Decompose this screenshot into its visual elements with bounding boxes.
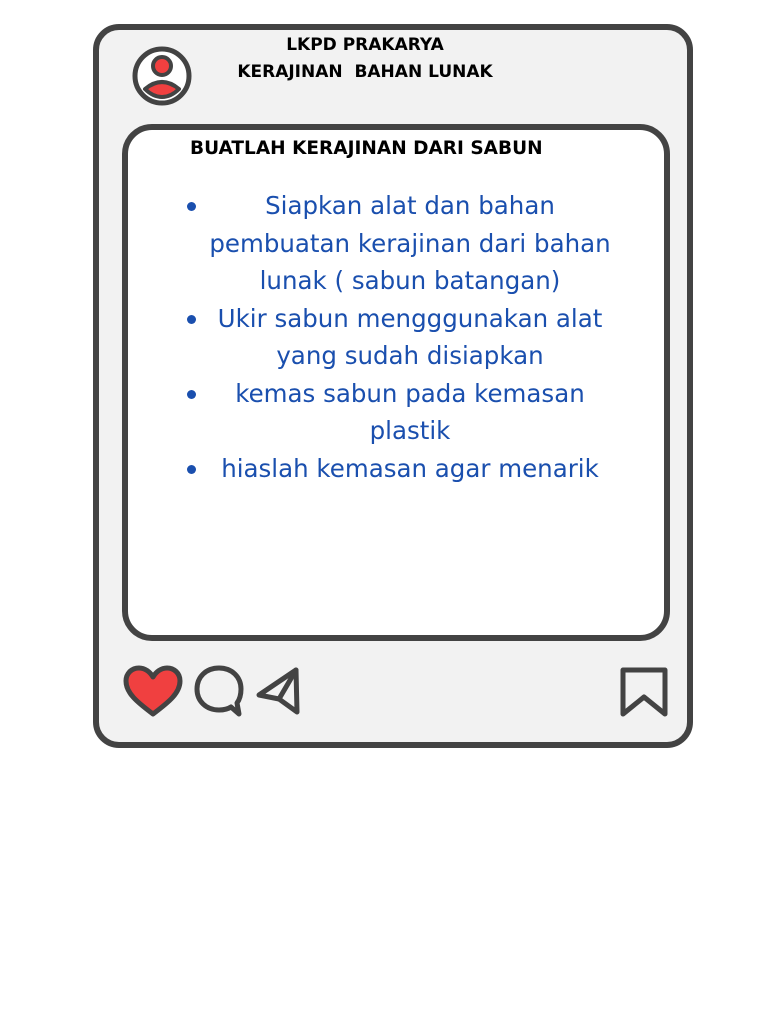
step-text: kemas sabun pada kemasan plastik (235, 378, 585, 445)
step-list (185, 187, 625, 487)
list-item (185, 187, 615, 300)
bullet-icon (187, 465, 196, 474)
bookmark-icon[interactable] (616, 664, 672, 720)
bullet-icon (187, 390, 196, 399)
step-text: Siapkan alat dan bahan pembuatan kerajinan dari bahan lunak ( sabun batangan) (209, 191, 611, 295)
list-item (185, 300, 615, 375)
task-heading: BUATLAH KERAJINAN DARI SABUN (190, 138, 543, 159)
title-line-2: KERAJINAN BAHAN LUNAK (237, 62, 493, 82)
step-text: hiaslah kemasan agar menarik (221, 453, 599, 483)
heart-icon[interactable] (122, 664, 184, 718)
page-title (200, 32, 530, 86)
send-icon[interactable] (254, 664, 304, 718)
bullet-icon (187, 315, 196, 324)
step-text: Ukir sabun mengggunakan alat yang sudah disiapkan (217, 303, 603, 370)
list-item (185, 375, 615, 450)
list-item (185, 450, 615, 488)
title-line-1: LKPD PRAKARYA (286, 35, 444, 55)
user-avatar-icon[interactable] (131, 45, 193, 107)
comment-bubble-icon[interactable] (193, 664, 245, 718)
bullet-icon (187, 202, 196, 211)
